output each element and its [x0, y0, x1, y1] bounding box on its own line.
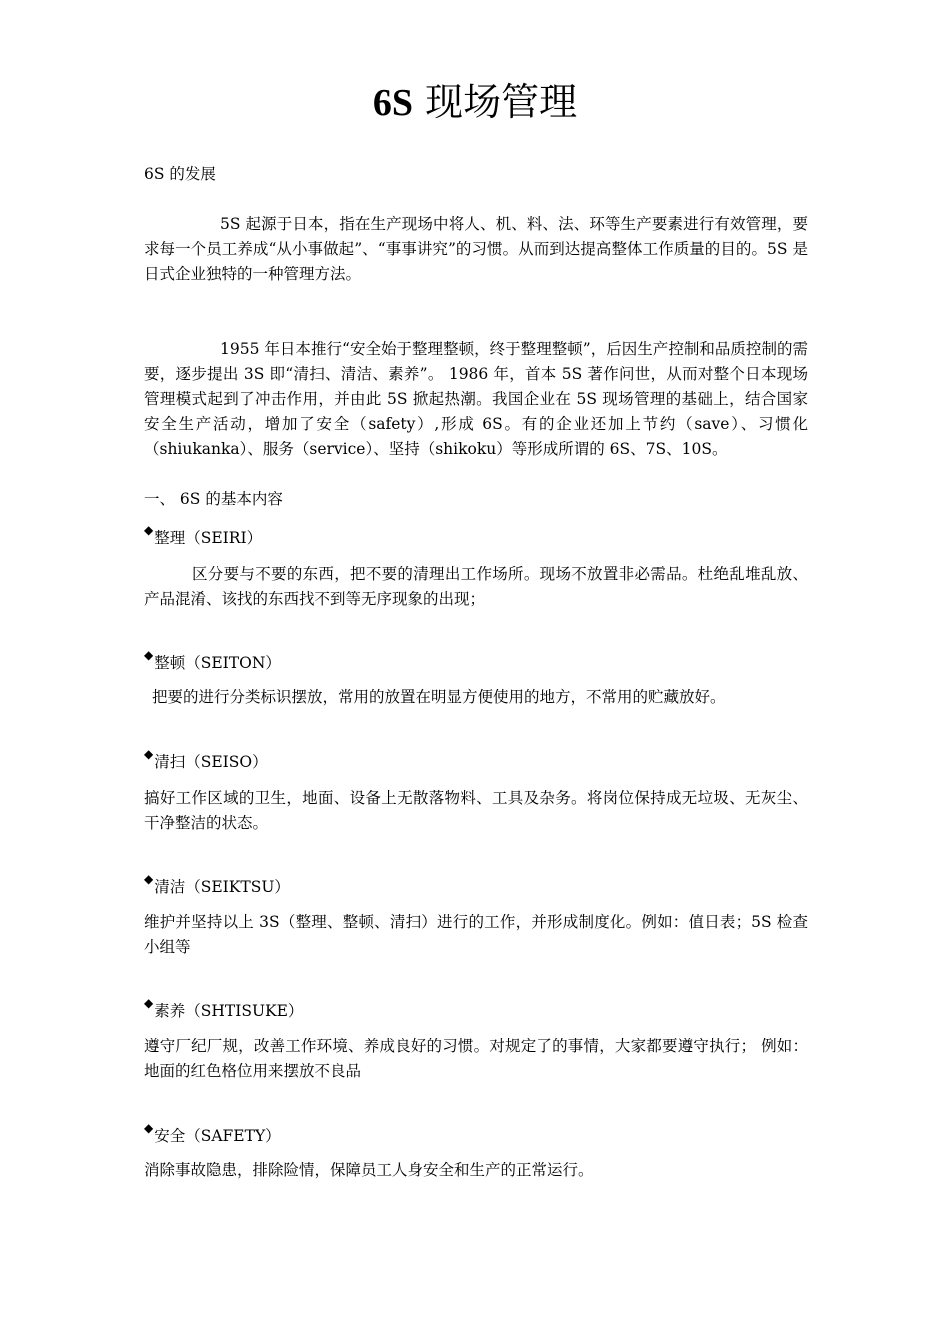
section-heading-development: 6S 的发展	[144, 165, 216, 183]
item-heading-label: 整顿（SEITON）	[154, 654, 281, 672]
item-heading-seiton	[144, 648, 281, 677]
diamond-bullet-icon: ◆	[144, 523, 154, 537]
paragraph-origin: 5S 起源于日本，指在生产现场中将人、机、料、法、环等生产要素进行有效管理，要求每一个员工养成“从小事做起”、“事事讲究”的习惯。从而到达提高整体工作质量的目的。5S 是日式企业独特的一种管理方法。	[144, 215, 808, 283]
item-heading-seiketsu	[144, 872, 290, 901]
item-heading-label: 安全（SAFETY）	[154, 1127, 281, 1145]
diamond-bullet-icon: ◆	[144, 1121, 154, 1135]
diamond-bullet-icon: ◆	[144, 747, 154, 761]
item-text-seiton: 把要的进行分类标识摆放，常用的放置在明显方便使用的地方，不常用的贮藏放好。	[152, 688, 726, 706]
diamond-bullet-icon: ◆	[144, 648, 154, 662]
item-heading-label: 素养（SHTISUKE）	[154, 1002, 304, 1020]
diamond-bullet-icon: ◆	[144, 872, 154, 886]
document-title	[0, 76, 950, 129]
item-text-seiri: 区分要与不要的东西，把不要的清理出工作场所。现场不放置非必需品。杜绝乱堆乱放、产品混淆、该找的东西找不到等无序现象的出现；	[144, 565, 808, 608]
section-heading-basic-content: 一、 6S 的基本内容	[144, 490, 283, 508]
item-heading-shitsuke	[144, 996, 304, 1025]
title-rest: 现场管理	[413, 80, 578, 124]
item-text-shitsuke: 遵守厂纪厂规，改善工作环境、养成良好的习惯。对规定了的事情，大家都要遵守执行； 例如：地面的红色格位用来摆放不良品	[144, 1037, 808, 1080]
diamond-bullet-icon: ◆	[144, 996, 154, 1010]
item-heading-seiri	[144, 523, 263, 552]
title-prefix: 6S	[372, 82, 414, 124]
item-heading-label: 清洁（SEIKTSU）	[154, 878, 290, 896]
item-heading-label: 清扫（SEISO）	[154, 753, 268, 771]
item-heading-safety	[144, 1121, 281, 1150]
item-text-seiso: 搞好工作区域的卫生，地面、设备上无散落物料、工具及杂务。将岗位保持成无垃圾、无灰尘、干净整洁的状态。	[144, 789, 808, 832]
item-text-safety: 消除事故隐患，排除险情，保障员工人身安全和生产的正常运行。	[144, 1161, 594, 1179]
item-heading-seiso	[144, 747, 268, 776]
item-heading-label: 整理（SEIRI）	[154, 529, 263, 547]
item-text-seiketsu: 维护并坚持以上 3S（整理、整顿、清扫）进行的工作，并形成制度化。例如：值日表；5S 检查小组等	[144, 913, 808, 956]
paragraph-history: 1955 年日本推行“安全始于整理整顿，终于整理整顿”，后因生产控制和品质控制的需要，逐步提出 3S 即“清扫、清洁、素养”。 1986 年，首本 5S 著作问世，从而对整个日本现场管理模式起到了冲击作用，并由此 5S 掀起热潮。我国企业在 5S 现场管理的基础上，结合国家安全生产活动，增加了安全（safety）,形成 6S。有的企业还加上节约（save）、习惯化（shiukanka）、服务（service）、坚持（shikoku）等形成所谓的 6S、7S、10S。	[144, 340, 808, 458]
